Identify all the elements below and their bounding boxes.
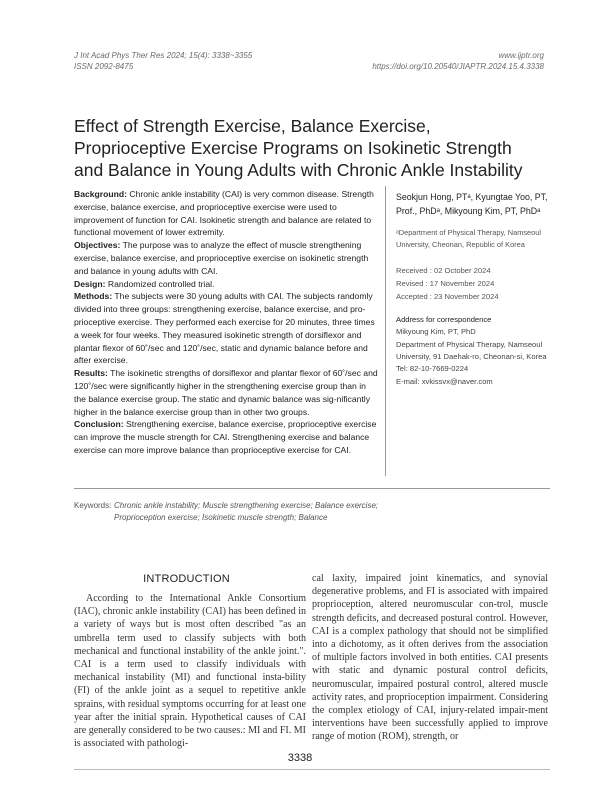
correspondence-name: Mikyoung Kim, PT, PhD — [396, 327, 476, 337]
section-heading-introduction: INTRODUCTION — [143, 573, 230, 585]
keywords-label: Keywords: — [74, 501, 112, 510]
design-text: Randomized controlled trial. — [105, 278, 215, 289]
results-text: The isokinetic strengths of dorsiflexor and plantar flexor of 60˚/sec and 120˚/sec were significantly higher in the strengthening exercise group than in the balance exercise group. The static and dynamic balance was sig-nificantly higher in the balance exercise group than in other two groups. — [74, 368, 378, 417]
keywords-line-1: Chronic ankle instability; Muscle strengthening exercise; Balance exercise; — [114, 501, 379, 510]
journal-header-right — [372, 50, 544, 72]
revised-date: Revised : 17 November 2024 — [396, 278, 495, 288]
author-list: Seokjun Hong, PTᵃ, Kyungtae Yoo, PT, Prof., PhDᵃ, Mikyoung Kim, PT, PhDᵃ — [396, 192, 548, 216]
correspondence — [396, 314, 548, 388]
journal-header-left — [74, 50, 252, 72]
results-label: Results: — [74, 368, 108, 379]
background-text: Chronic ankle instability (CAI) is very common disease. Strength exercise, balance exercise, and proprioceptive exercise were used to improvement of function for CAI. Isokinetic strength and balance are related to functional movement of lower extremity. — [74, 189, 374, 238]
issn: ISSN 2092-8475 — [74, 62, 134, 71]
abstract-background — [74, 188, 379, 239]
body-column-left — [74, 592, 306, 750]
page-number: 3338 — [287, 752, 313, 764]
keywords-line-2: Proprioception exercise; Isokinetic muscle strength; Balance — [114, 513, 328, 522]
abstract-objectives — [74, 239, 379, 277]
design-label: Design: — [74, 278, 106, 289]
doi-link[interactable]: https://doi.org/10.20540/JIAPTR.2024.15.4.3338 — [372, 62, 544, 71]
methods-label: Methods: — [74, 291, 113, 302]
accepted-date: Accepted : 23 November 2024 — [396, 291, 499, 301]
article-title: Effect of Strength Exercise, Balance Exercise, Proprioceptive Exercise Programs on Isokinetic Strength and Balance in Young Adults with Chronic Ankle Instability — [74, 116, 523, 180]
article-dates — [396, 264, 548, 303]
correspondence-tel: Tel: 82-10-7669-0224 — [396, 364, 469, 374]
horizontal-divider — [74, 488, 550, 489]
correspondence-address: Department of Physical Therapy, Namseoul University, 91 Daehak-ro, Cheonan-si, Korea — [396, 339, 547, 362]
objectives-text: The purpose was to analyze the effect of muscle strengthening exercise, balance exercise, and proprioceptive exercise on isokinetic strength and balance in young adults with CAI. — [74, 240, 369, 276]
correspondence-email[interactable]: E-mail: xvkissvx@naver.com — [396, 376, 493, 386]
author-sidebar — [396, 190, 548, 388]
keywords — [74, 500, 550, 524]
abstract — [74, 188, 379, 457]
conclusion-text: Strengthening exercise, balance exercise, proprioceptive exercise can improve the muscle strength for CAI. Strengthening exercise and balance exercise can more improve balance than proprioceptive exercise for CAI. — [74, 419, 377, 455]
intro-paragraph-1: According to the International Ankle Consortium (IAC), chronic ankle instability (CAI) has been defined in a variety of ways but is most often described "as an umbrella term used to classify subjects with both mechanical and functional instability of the ankle joint.". CAI is a term used to classify individuals with mechanical instability (MI) and functional insta-bility (FI) of the ankle joint as a sequel to repetitive ankle sprains, with residual symptoms occurring for at least one year after the initial sprain. Hypothetical causes of CAI are generally considered to be two causes.: MI and FI. MI is associated with pathologi- — [74, 593, 306, 750]
abstract-conclusion — [74, 418, 379, 456]
correspondence-heading: Address for correspondence — [396, 314, 492, 324]
footer-rule — [74, 769, 550, 770]
body-column-right — [312, 572, 548, 744]
intro-paragraph-continued: cal laxity, impaired joint kinematics, and synovial degenerative problems, and FI is associated with impaired proprioception, altered neuromuscular con-trol, muscle strength deficits, and decreased postural control. However, CAI is a complex pathology that should not be simplified into a dichotomy, as it often derives from the association of multiple factors involved in both entities. CAI presents with static and dynamic postural control deficits, neuromuscular, impaired postural control, altered muscle activity rates, and proprioception impairment. Considering the complex etiology of CAI, injury-related impair-ment interventions have been successfully applied to improve range of motion (ROM), strength, or — [312, 573, 548, 743]
abstract-design — [74, 278, 379, 291]
received-date: Received : 02 October 2024 — [396, 265, 491, 275]
abstract-methods — [74, 290, 379, 367]
conclusion-label: Conclusion: — [74, 419, 124, 430]
journal-citation: J Int Acad Phys Ther Res 2024; 15(4): 3338~3355 — [74, 51, 253, 60]
methods-text: The subjects were 30 young adults with CAI. The subjects randomly divided into three groups: strengthening exercise, balance exercise, and pro-prioceptive exercise. They performed each exercise for 20 minutes, three times a week for four weeks. They measured isokinetic strength of dorsiflexor and plantar flexor of 60˚/sec and 120˚/sec, static and dynamic balance before and after exercise. — [74, 291, 375, 366]
affiliation: ᵃDepartment of Physical Therapy, Namseoul University, Cheonan, Republic of Korea — [396, 228, 542, 250]
vertical-divider — [385, 186, 386, 476]
abstract-results — [74, 367, 379, 418]
journal-url[interactable]: www.ijptr.org — [498, 51, 544, 60]
objectives-label: Objectives: — [74, 240, 121, 251]
background-label: Background: — [74, 189, 127, 199]
